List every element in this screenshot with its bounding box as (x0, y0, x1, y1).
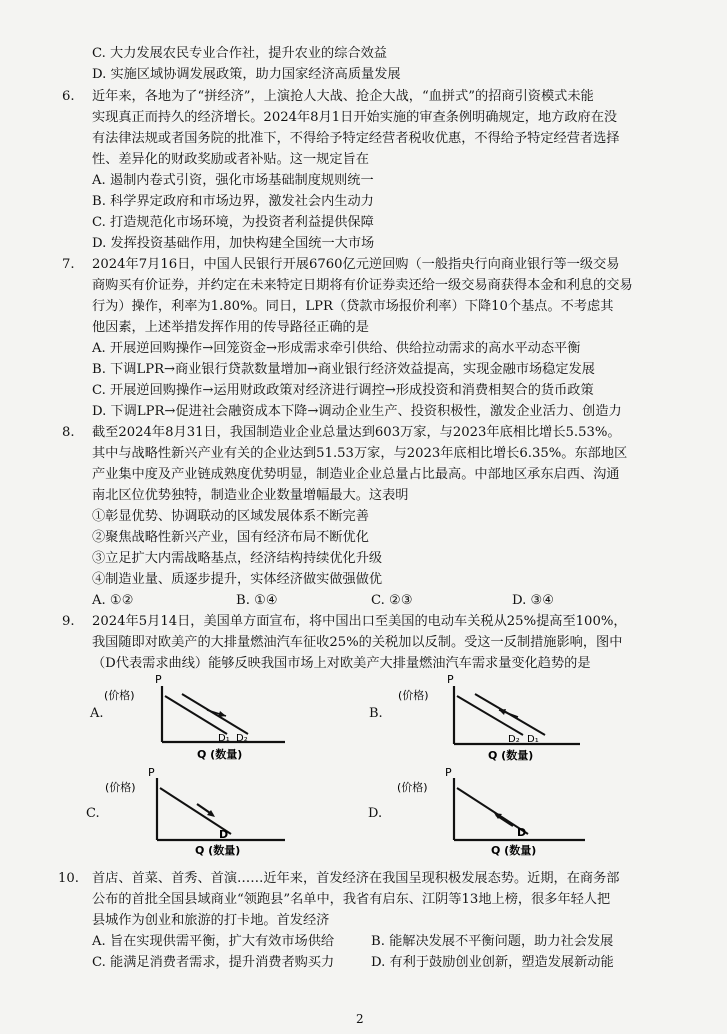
q9-graph-c (105, 764, 305, 856)
axis-p-label: P (447, 673, 454, 686)
q8-statement-4: ④制造业量、质逐步提升，实体经济做实做强做优 (92, 572, 383, 587)
q10-option-c: C. 能满足消费者需求，提升消费者购买力 (92, 955, 335, 970)
q9-graph-d-label: D. (368, 806, 383, 821)
q9-graph-a (100, 672, 300, 762)
q10-option-a: A. 旨在实现供需平衡，扩大有效市场供给 (92, 934, 335, 949)
q9-stem-line: 2024年5月14日，美国单方面宣布，将中国出口至美国的电动车关税从25%提高至100%， (92, 614, 627, 629)
axis-q-label: Q (数量) (197, 748, 243, 761)
axis-q-label: Q (数量) (195, 844, 241, 856)
axis-price-label: (价格) (397, 781, 428, 794)
arrow-head (218, 711, 226, 717)
d1-label: D₁ (527, 734, 539, 745)
q9-graph-d (395, 764, 595, 856)
q6-stem-line: 近年来，各地为了“拼经济”，上演抢人大战、抢企大战，“血拼式”的招商引资模式未能 (92, 89, 594, 104)
arrow-head (499, 709, 506, 715)
q10-stem-line: 公布的首批全国县域商业“领跑县”名单中，我省有启东、江阴等13地上榜，很多年轻人把 (92, 892, 611, 907)
d-label: D (219, 828, 229, 841)
q10-option-d: D. 有利于鼓励创业创新，塑造发展新动能 (371, 955, 614, 970)
q6-option-a: A. 遏制内卷式引资，强化市场基础制度规则统一 (92, 173, 374, 188)
q10-number: 10. (58, 871, 79, 886)
axis-price-label: (价格) (104, 689, 135, 702)
q9-stem-line: 我国随即对欧美产的大排量燃油汽车征收25%的关税加以反制。受这一反制措施影响，图中 (92, 635, 623, 650)
q8-choice-d: D. ③④ (512, 593, 555, 608)
q6-option-b: B. 科学界定政府和市场边界，激发社会内生动力 (92, 194, 374, 209)
axis-q-label: Q (数量) (491, 844, 537, 856)
q8-stem-line: 其中与战略性新兴产业有关的企业达到51.53万家，与2023年底相比增长6.35%。东部地区 (92, 446, 628, 461)
q7-number: 7. (62, 257, 75, 272)
q6-stem-line: 性、差异化的财政奖励或者补贴。这一规定旨在 (92, 152, 369, 167)
q7-option-d: D. 下调LPR→促进社会融资成本下降→调动企业生产、投资积极性，激发企业活力、创造力 (92, 404, 622, 419)
q6-stem-line: 有法律法规或者国务院的批准下，不得给予特定经营者税收优惠，不得给予特定经营者选择 (92, 131, 620, 146)
axis-q-label: Q (数量) (488, 749, 534, 762)
q10-option-b: B. 能解决发展不平衡问题，助力社会发展 (371, 934, 614, 949)
q9-number: 9. (62, 614, 75, 629)
q7-option-b: B. 下调LPR→商业银行贷款数量增加→商业银行经济效益提高，实现金融市场稳定发展 (92, 362, 595, 377)
q7-stem-line: 2024年7月16日，中国人民银行开展6760亿元逆回购（一般指央行向商业银行等一级交易 (92, 257, 620, 272)
q6-option-c: C. 打造规范化市场环境，为投资者利益提供保障 (92, 215, 374, 230)
axis-p-label: P (445, 766, 452, 779)
q10-stem-line: 首店、首菜、首秀、首演……近年来，首发经济在我国呈现积极发展态势。近期，在商务部 (92, 871, 620, 886)
d1-label: D₁ (218, 733, 230, 744)
q8-stem-line: 产业集中度及产业链成熟度优势明显，制造业企业总量占比最高。中部地区承东启西、沟通 (92, 467, 620, 482)
axis-price-label: (价格) (105, 781, 136, 794)
q8-choice-a: A. ①② (92, 593, 134, 608)
q7-option-a: A. 开展逆回购操作→回笼资金→形成需求牵引供给、供给拉动需求的高水平动态平衡 (92, 341, 581, 356)
d2-label: D₂ (508, 734, 520, 745)
q9-graph-a-label: A. (90, 706, 104, 721)
q6-number: 6. (62, 89, 75, 104)
page-number: 2 (356, 1012, 364, 1026)
axis-p-label: P (148, 766, 155, 779)
d2-label: D₂ (236, 733, 248, 744)
q8-statement-1: ①彰显优势、协调联动的区域发展体系不断完善 (92, 509, 369, 524)
q8-number: 8. (62, 425, 75, 440)
demand-curve-d2 (182, 694, 248, 734)
q7-stem-line: 行为）操作，利率为1.80%。同日，LPR（贷款市场报价利率）下降10个基点。不考虑其 (92, 299, 614, 314)
q6-option-d: D. 发挥投资基础作用，加快构建全国统一大市场 (92, 236, 375, 251)
q8-stem-line: 截至2024年8月31日，我国制造业企业总量达到603万家，与2023年底相比增长5.53%。 (92, 425, 621, 440)
q9-graph-c-label: C. (86, 806, 100, 821)
q10-stem-line: 县城作为创业和旅游的打卡地。首发经济 (92, 913, 330, 928)
q8-choice-b: B. ①④ (236, 593, 278, 608)
q9-stem-line: （D代表需求曲线）能够反映我国市场上对欧美产大排量燃油汽车需求量变化趋势的是 (92, 656, 591, 671)
q9-graph-b (390, 672, 590, 762)
q8-stem-line: 南北区位优势独特，制造业企业数量增幅最大。这表明 (92, 488, 409, 503)
axis-price-label: (价格) (398, 689, 429, 702)
q7-option-c: C. 开展逆回购操作→运用财政政策对经济进行调控→形成投资和消费相契合的货币政策 (92, 383, 594, 398)
q5-option-c: C. 大力发展农民专业合作社，提升农业的综合效益 (92, 46, 387, 61)
q5-option-d: D. 实施区域协调发展政策，助力国家经济高质量发展 (92, 67, 401, 82)
axis-p-label: P (155, 673, 162, 686)
q8-statement-3: ③立足扩大内需战略基点，经济结构持续优化升级 (92, 551, 383, 566)
q7-stem-line: 他因素，上述举措发挥作用的传导路径正确的是 (92, 320, 369, 335)
q9-graph-b-label: B. (369, 706, 383, 721)
q8-statement-2: ②聚焦战略性新兴产业，国有经济布局不断优化 (92, 530, 369, 545)
q8-choice-c: C. ②③ (371, 593, 413, 608)
q6-stem-line: 实现真正而持久的经济增长。2024年8月1日开始实施的审查条例明确规定，地方政府在没 (92, 110, 618, 125)
d-label: D (517, 826, 527, 839)
q7-stem-line: 商购买有价证券，并约定在未来特定日期将有价证券卖还给一级交易商获得本金和利息的交易 (92, 278, 633, 293)
